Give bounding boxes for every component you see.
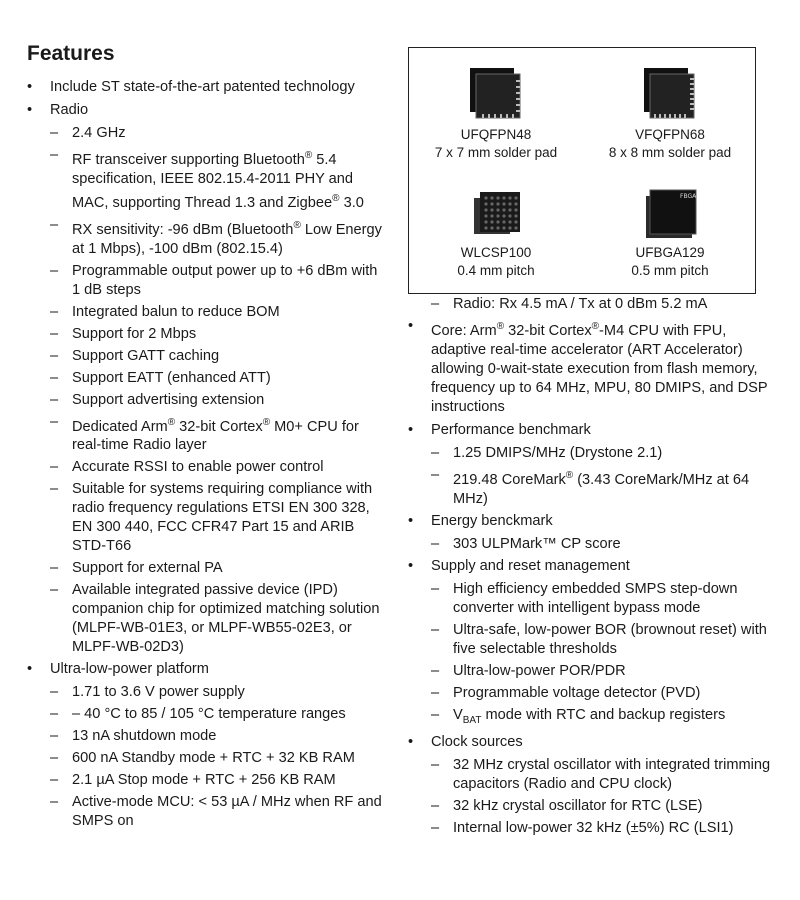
feature-subitem: – Support GATT caching bbox=[27, 347, 387, 366]
package-wlcsp100 bbox=[409, 188, 583, 280]
qfn-chip-icon bbox=[640, 62, 700, 122]
feature-subitem: – Accurate RSSI to enable power control bbox=[27, 458, 387, 477]
feature-subitem: – 2.1 µA Stop mode + RTC + 256 KB RAM bbox=[27, 771, 387, 790]
feature-subitem: – Ultra-low-power POR/PDR bbox=[408, 662, 778, 681]
features-right-column bbox=[408, 295, 778, 841]
feature-subitem: – $V_{BAT}$ mode with RTC and backup registers bbox=[408, 706, 778, 730]
feature-subitem: – 32 MHz crystal oscillator with integrated trimming capacitors (Radio and CPU clock) bbox=[408, 756, 778, 794]
feature-subitem: – RF transceiver supporting Bluetooth® 5.4 specification, IEEE 802.15.4-2011 PHY and MAC, supporting Thread 1.3 and Zigbee® 3.0 bbox=[27, 146, 387, 213]
feature-item: • Radio bbox=[27, 101, 387, 120]
feature-item: • Core: Arm® 32-bit Cortex®-M4 CPU with FPU, adaptive real-time accelerator (ART Accelerator) allowing 0-wait-state execution from flash memory, frequency up to 64 MHz, MPU, 80 DMIPS, and DSP instructions bbox=[408, 317, 778, 417]
feature-item: • Supply and reset management bbox=[408, 557, 778, 576]
feature-item: • Clock sources bbox=[408, 733, 778, 752]
feature-subitem: – Dedicated Arm® 32-bit Cortex® M0+ CPU for real-time Radio layer bbox=[27, 413, 387, 456]
package-name: WLCSP100 bbox=[460, 245, 532, 260]
feature-subitem: – 2.4 GHz bbox=[27, 124, 387, 143]
feature-subitem: – RX sensitivity: -96 dBm (Bluetooth® Low Energy at 1 Mbps), -100 dBm (802.15.4) bbox=[27, 216, 387, 259]
package-name: UFQFPN48 bbox=[460, 127, 532, 142]
feature-item: • Ultra-low-power platform bbox=[27, 660, 387, 679]
package-desc: 0.5 mm pitch bbox=[631, 263, 709, 278]
feature-subitem: – 1.25 DMIPS/MHz (Drystone 2.1) bbox=[408, 444, 778, 463]
package-desc: 7 x 7 mm solder pad bbox=[434, 145, 558, 160]
feature-subitem: – 219.48 CoreMark® (3.43 CoreMark/MHz at 64 MHz) bbox=[408, 466, 778, 509]
feature-subitem: – Programmable output power up to +6 dBm with 1 dB steps bbox=[27, 262, 387, 300]
package-ufbga129 bbox=[583, 188, 757, 280]
feature-subitem: – Integrated balun to reduce BOM bbox=[27, 303, 387, 322]
package-ufqfpn48 bbox=[409, 62, 583, 162]
feature-subitem: – Radio: Rx 4.5 mA / Tx at 0 dBm 5.2 mA bbox=[408, 295, 778, 314]
package-desc: 8 x 8 mm solder pad bbox=[608, 145, 732, 160]
feature-subitem: – Ultra-safe, low-power BOR (brownout reset) with five selectable thresholds bbox=[408, 621, 778, 659]
package-name: UFBGA129 bbox=[635, 245, 705, 260]
feature-subitem: – 13 nA shutdown mode bbox=[27, 727, 387, 746]
qfn-chip-icon bbox=[466, 62, 526, 122]
feature-item: • Energy benckmark bbox=[408, 512, 778, 531]
feature-subitem: – Active-mode MCU: < 53 µA / MHz when RF and SMPS on bbox=[27, 793, 387, 831]
package-vfqfpn68 bbox=[583, 62, 757, 162]
feature-subitem: – Support EATT (enhanced ATT) bbox=[27, 369, 387, 388]
feature-subitem: – High efficiency embedded SMPS step-down converter with intelligent bypass mode bbox=[408, 580, 778, 618]
chip-label: FBGA bbox=[680, 193, 697, 200]
feature-subitem: – Suitable for systems requiring compliance with radio frequency regulations ETSI EN 300 328, EN 300 440, FCC CFR47 Part 15 and ARIB STD-T66 bbox=[27, 480, 387, 556]
wlcsp-chip-icon bbox=[466, 188, 526, 240]
feature-subitem: – 1.71 to 3.6 V power supply bbox=[27, 683, 387, 702]
feature-list-left bbox=[27, 78, 387, 831]
feature-list-right bbox=[408, 295, 778, 838]
package-desc: 0.4 mm pitch bbox=[457, 263, 535, 278]
package-name: VFQFPN68 bbox=[635, 127, 705, 142]
feature-subitem: – 32 kHz crystal oscillator for RTC (LSE) bbox=[408, 797, 778, 816]
feature-item: • Performance benchmark bbox=[408, 421, 778, 440]
feature-subitem: – Support for external PA bbox=[27, 559, 387, 578]
feature-subitem: – Internal low-power 32 kHz (±5%) RC (LSI1) bbox=[408, 819, 778, 838]
feature-subitem: – Support for 2 Mbps bbox=[27, 325, 387, 344]
feature-subitem: – Available integrated passive device (IPD) companion chip for optimized matching solution (MLPF-WB-01E3, or MLPF-WB55-02E3, or MLPF-WB-02D3) bbox=[27, 581, 387, 657]
bga-chip-icon bbox=[640, 188, 700, 240]
feature-subitem: – – 40 °C to 85 / 105 °C temperature ranges bbox=[27, 705, 387, 724]
feature-subitem: – Support advertising extension bbox=[27, 391, 387, 410]
package-images-box bbox=[408, 47, 756, 294]
features-left-column bbox=[27, 78, 387, 834]
page-title: Features bbox=[27, 42, 115, 65]
feature-subitem: – Programmable voltage detector (PVD) bbox=[408, 684, 778, 703]
feature-subitem: – 600 nA Standby mode + RTC + 32 KB RAM bbox=[27, 749, 387, 768]
feature-item: • Include ST state-of-the-art patented technology bbox=[27, 78, 387, 97]
feature-subitem: – 303 ULPMark™ CP score bbox=[408, 535, 778, 554]
